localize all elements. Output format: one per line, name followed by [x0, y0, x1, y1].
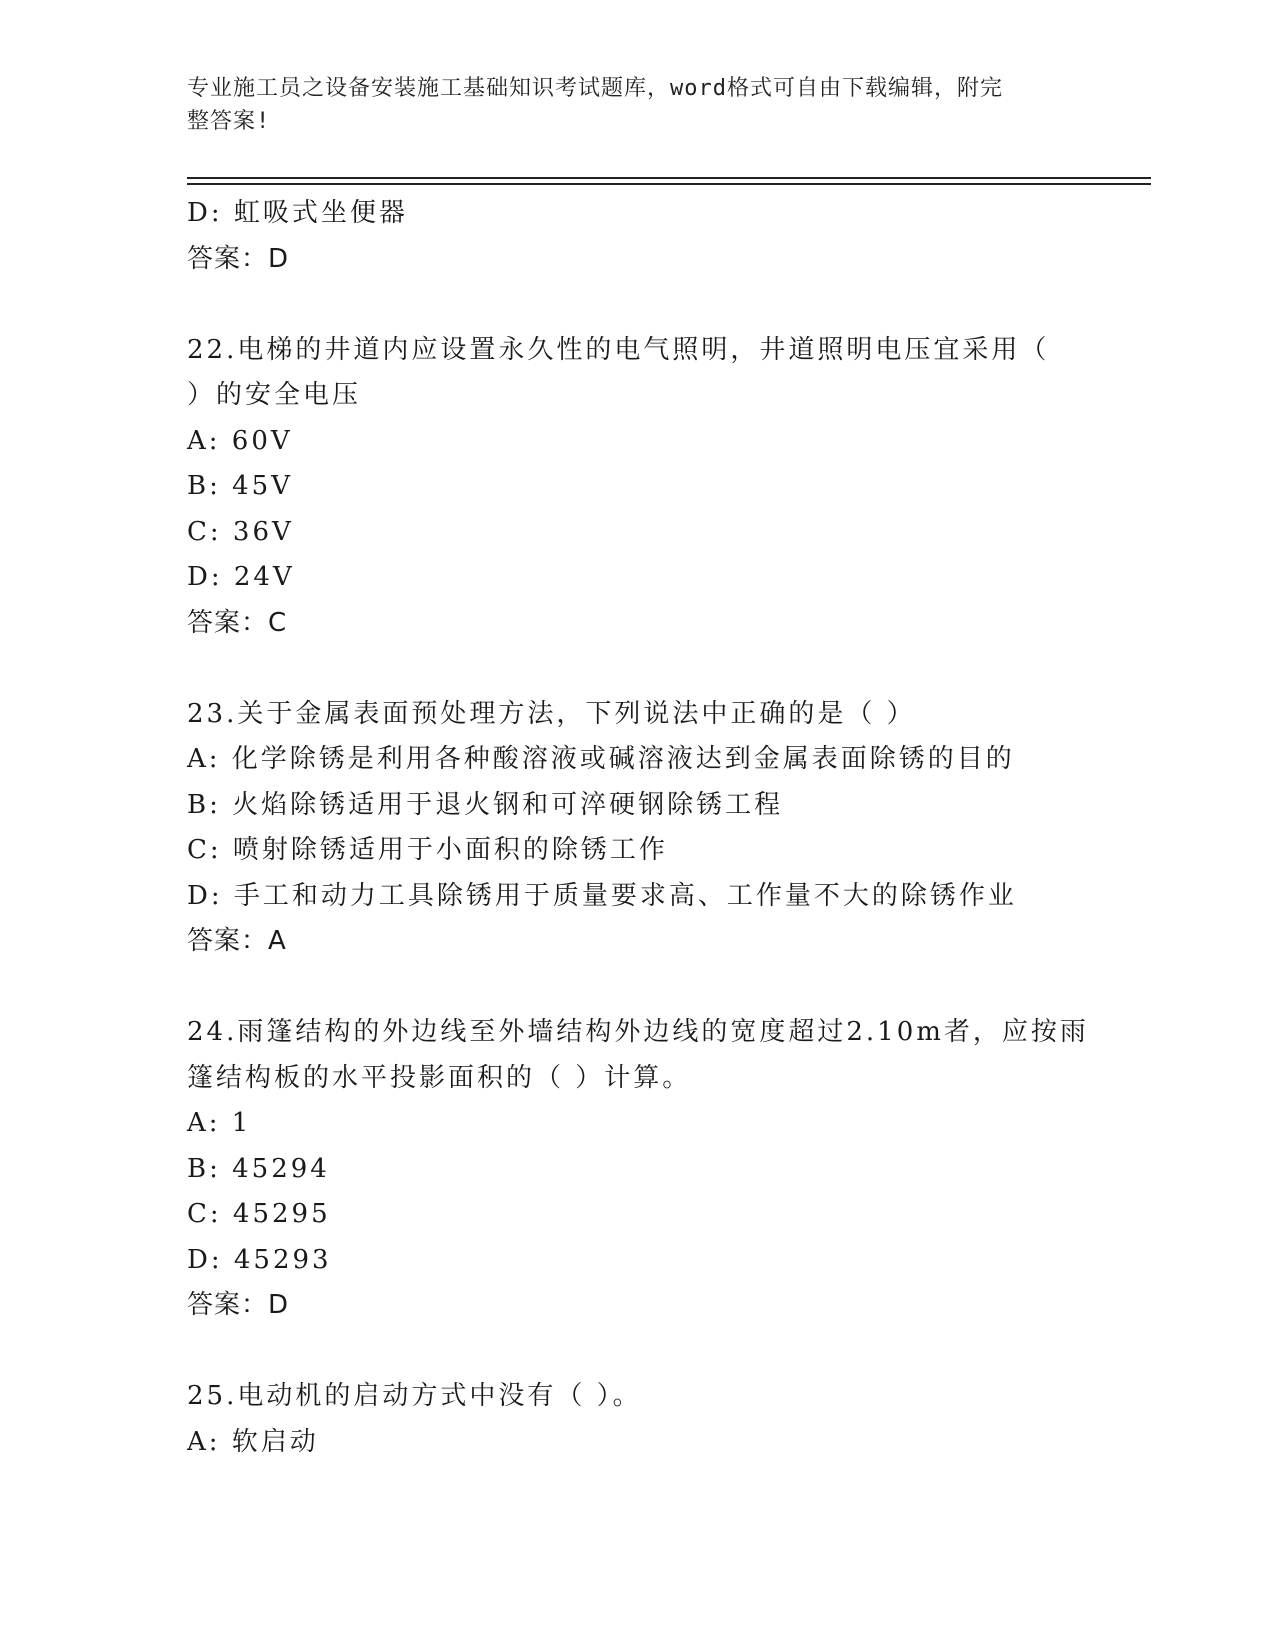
question-stem: 23.关于金属表面预处理方法，下列说法中正确的是（ ） — [187, 698, 916, 729]
question-24 — [187, 1010, 1087, 1329]
header-divider-bottom — [187, 183, 1151, 185]
question-stem-cont: 篷结构板的水平投影面积的（ ）计算。 — [187, 1062, 692, 1093]
question-stem: 22.电梯的井道内应设置永久性的电气照明，井道照明电压宜采用（ — [187, 334, 1050, 365]
prev-answer: 答案：D — [187, 243, 290, 274]
spacer — [187, 282, 1087, 328]
option-a: A: 60V — [187, 425, 293, 456]
option-d: D: 45293 — [187, 1244, 332, 1275]
option-a: A: 化学除锈是利用各种酸溶液或碱溶液达到金属表面除锈的目的 — [187, 744, 1015, 774]
question-23 — [187, 692, 1087, 965]
answer: 答案：D — [187, 1290, 290, 1320]
option-d: D: 24V — [187, 562, 295, 592]
page-header — [187, 72, 1067, 138]
option-c: C: 36V — [187, 516, 294, 547]
answer: 答案：C — [187, 607, 288, 638]
option-c: C: 45295 — [187, 1199, 331, 1229]
header-line-2: 整答案! — [187, 109, 271, 134]
option-b: B: 火焰除锈适用于退火钢和可淬硬钢除锈工程 — [187, 789, 784, 820]
question-stem: 25.电动机的启动方式中没有（ ）。 — [187, 1381, 642, 1411]
spacer — [187, 1329, 1087, 1375]
answer: 答案：A — [187, 926, 287, 956]
question-stem-cont: ）的安全电压 — [187, 380, 362, 410]
prev-option-d: D: 虹吸式坐便器 — [187, 198, 408, 228]
option-c: C: 喷射除锈适用于小面积的除锈工作 — [187, 835, 668, 865]
spacer — [187, 646, 1087, 692]
question-25 — [187, 1374, 1087, 1465]
option-a: A: 软启动 — [187, 1426, 319, 1457]
option-a: A: 1 — [187, 1108, 252, 1138]
option-d: D: 手工和动力工具除锈用于质量要求高、工作量不大的除锈作业 — [187, 880, 1017, 911]
question-content — [187, 191, 1087, 1465]
header-divider-top — [187, 177, 1151, 179]
option-b: B: 45294 — [187, 1153, 330, 1184]
spacer — [187, 965, 1087, 1011]
question-22 — [187, 328, 1087, 647]
header-line-1: 专业施工员之设备安装施工基础知识考试题库，word格式可自由下载编辑，附完 — [187, 76, 1003, 101]
question-stem: 24.雨篷结构的外边线至外墙结构外边线的宽度超过2.10m者，应按雨 — [187, 1017, 1089, 1047]
option-b: B: 45V — [187, 471, 293, 501]
